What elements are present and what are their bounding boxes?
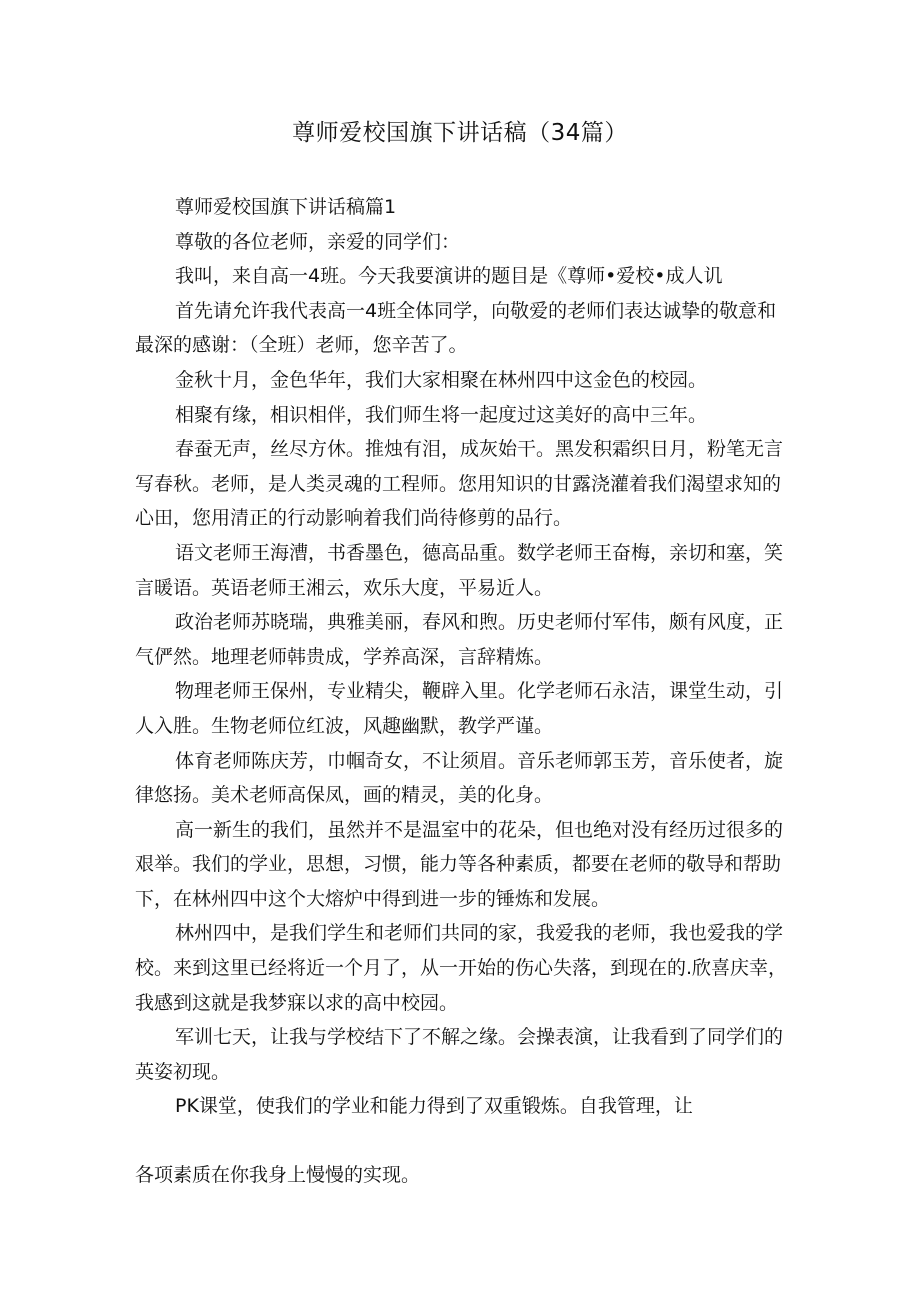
salutation: 尊敬的各位老师，亲爱的同学们： — [175, 230, 461, 253]
paragraph: 我叫，来自高一4班。今天我要演讲的题目是《尊师•爱校•成人讥 — [175, 265, 723, 288]
paragraph: 语文老师王海漕，书香墨色，德高品重。数学老师王奋梅，亲切和塞，笑言暖语。英语老师王湘云，欢乐大度，平易近人。 — [135, 541, 784, 599]
paragraph: 相聚有缘，相识相伴，我们师生将一起度过这美好的高中三年。 — [175, 403, 708, 426]
paragraph: 高一新生的我们，虽然并不是温室中的花朵，但也绝对没有经历过很多的艰举。我们的学业，思想，习惯，能力等各种素质，都要在老师的敬导和帮助下，在林州四中这个大熔炉中得到进一步的锤炼和发展。 — [135, 818, 784, 910]
paragraph: 林州四中，是我们学生和老师们共同的家，我爱我的老师，我也爱我的学校。来到这里已经将近一个月了，从一开始的伤心失落，到现在的.欣喜庆幸，我感到这就是我梦寐以求的高中校园。 — [135, 922, 788, 1014]
paragraph: 春蚕无声，丝尽方休。推烛有泪，成灰始干。黑发积霜织日月，粉笔无言写春秋。老师，是人类灵魂的工程师。您用知识的甘露浇灌着我们渴望求知的心田，您用清正的行动影响着我们尚待修剪的品行。 — [135, 438, 784, 530]
paragraph: 军训七天，让我与学校结下了不解之缘。会操表演，让我看到了同学们的英姿初现。 — [135, 1026, 784, 1083]
paragraph: 物理老师王保州，专业精尖，鞭辟入里。化学老师石永洁，课堂生动，引人入胜。生物老师位红波，风趣幽默，教学严谨。 — [135, 680, 784, 737]
paragraph: 首先请允许我代表高一4班全体同学，向敬爱的老师们表达诚挚的敬意和最深的感谢：（全班）老师，您辛苦了。 — [135, 299, 777, 357]
paragraph: 政治老师苏晓瑞，典雅美丽，春风和煦。历史老师付军伟，颇有风度，正气俨然。地理老师韩贵成，学养高深，言辞精炼。 — [135, 611, 784, 668]
paragraph: PK课堂，使我们的学业和能力得到了双重锻炼。自我管理，让 — [175, 1095, 693, 1118]
paragraph: 金秋十月，金色华年，我们大家相聚在林州四中这金色的校园。 — [175, 368, 708, 391]
section-heading: 尊师爱校国旗下讲话稿篇1 — [175, 196, 397, 218]
document-body — [135, 190, 795, 1193]
paragraph: 体育老师陈庆芳，巾帼奇女，不让须眉。音乐老师郭玉芳，音乐使者，旋律悠扬。美术老师高保凤，画的精灵，美的化身。 — [135, 749, 784, 807]
paragraph-continuation: 各项素质在你我身上慢慢的实现。 — [135, 1164, 421, 1187]
document-title: 尊师爱校国旗下讲话稿（34篇） — [292, 120, 628, 146]
